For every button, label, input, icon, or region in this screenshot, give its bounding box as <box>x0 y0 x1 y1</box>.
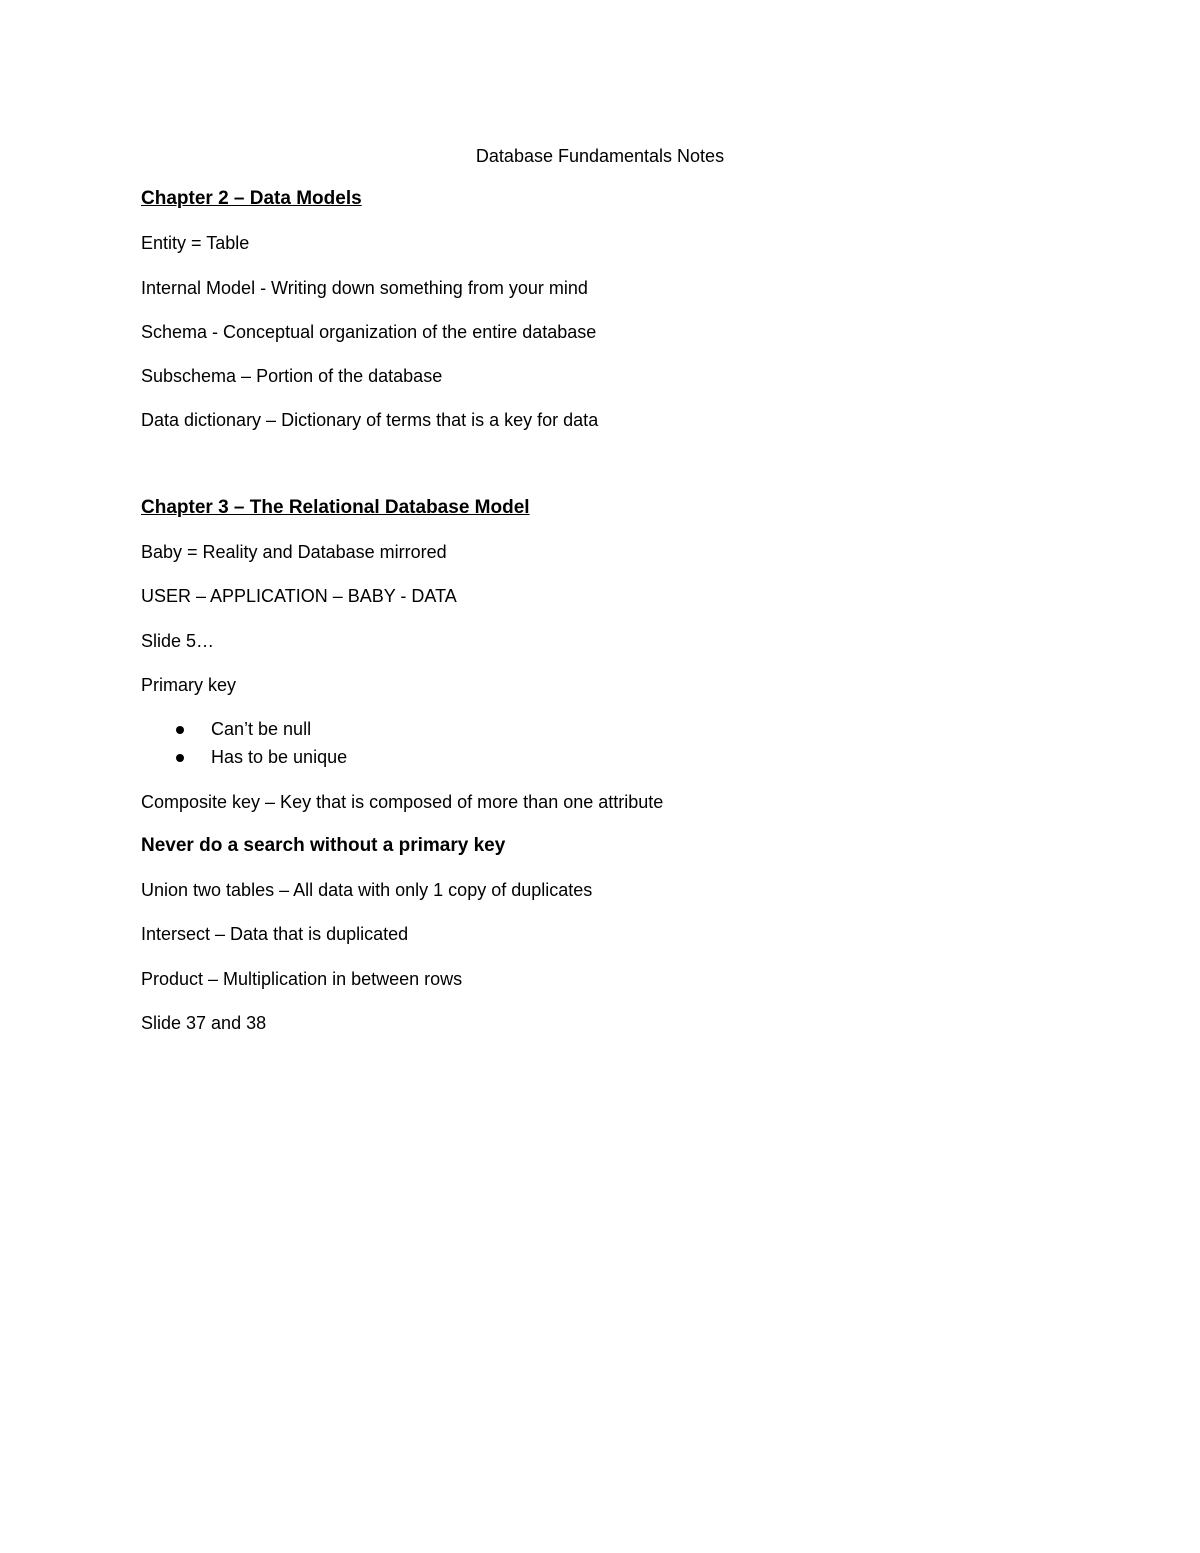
emphasis-line: Never do a search without a primary key <box>141 835 506 856</box>
bullet-text: Has to be unique <box>211 747 348 767</box>
note-line: Data dictionary – Dictionary of terms that is a key for data <box>141 410 599 430</box>
chapter-3-heading: Chapter 3 – The Relational Database Model <box>141 497 530 518</box>
chapter-2-heading: Chapter 2 – Data Models <box>141 188 362 209</box>
note-line: Primary key <box>141 675 237 695</box>
note-line: Composite key – Key that is composed of more than one attribute <box>141 792 664 812</box>
note-line: Baby = Reality and Database mirrored <box>141 542 447 562</box>
bullet-icon <box>176 726 184 734</box>
note-line: Product – Multiplication in between rows <box>141 969 463 989</box>
note-line: USER – APPLICATION – BABY - DATA <box>141 586 457 606</box>
note-line: Internal Model - Writing down something from your mind <box>141 278 588 298</box>
note-line: Union two tables – All data with only 1 copy of duplicates <box>141 880 593 900</box>
note-line: Intersect – Data that is duplicated <box>141 924 409 944</box>
note-line: Slide 5… <box>141 631 215 651</box>
note-line: Entity = Table <box>141 233 250 253</box>
document-title: Database Fundamentals Notes <box>475 146 725 166</box>
bullet-text: Can’t be null <box>211 719 312 739</box>
note-line: Slide 37 and 38 <box>141 1013 267 1033</box>
bullet-icon <box>176 754 184 762</box>
note-line: Schema - Conceptual organization of the entire database <box>141 322 597 342</box>
note-line: Subschema – Portion of the database <box>141 366 443 386</box>
